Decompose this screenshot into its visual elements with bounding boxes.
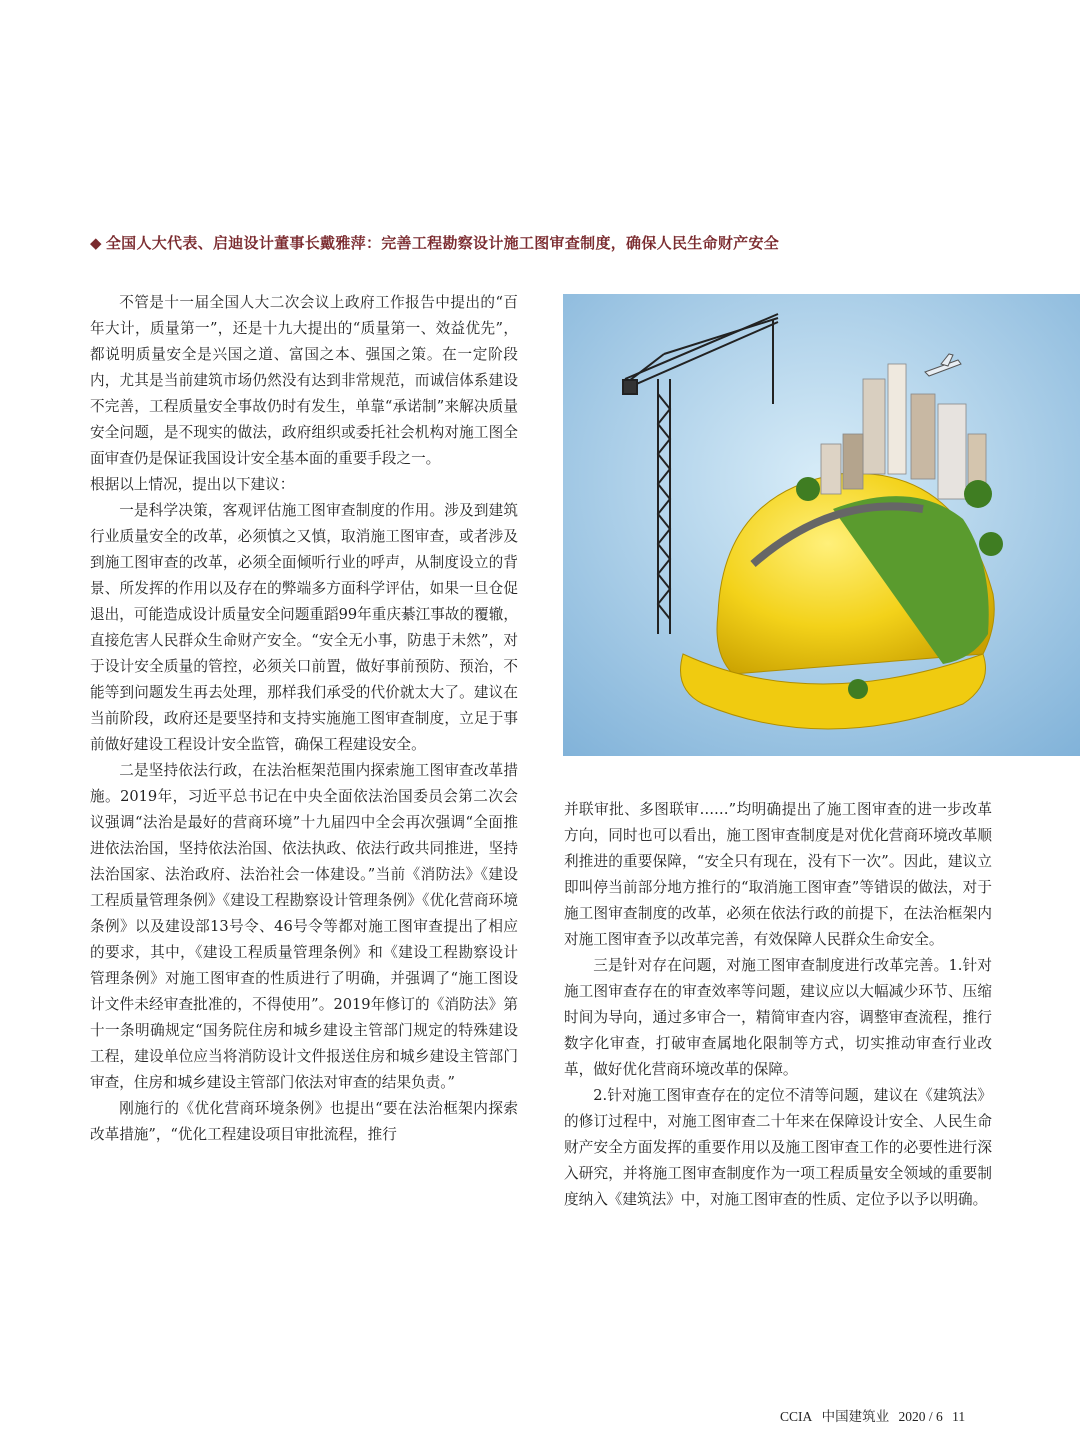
page-footer — [780, 1405, 971, 1425]
paragraph: 根据以上情况，提出以下建议： — [90, 476, 295, 493]
headline-text: 全国人大代表、启迪设计董事长戴雅萍：完善工程勘察设计施工图审查制度，确保人民生命财产安全 — [105, 234, 780, 252]
paragraph: 二是坚持依法行政，在法治框架范围内探索施工图审查改革措施。2019年，习近平总书记在中央全面依法治国委员会第二次会议强调“法治是最好的营商环境”十九届四中全会再次强调“全面推进依法治国，坚持依法治国、依法执政、依法行政共同推进，坚持法治国家、法治政府、法治社会一体建设。”当前《消防法》《建设工程质量管理条例》《建设工程勘察设计管理条例》《优化营商环境条例》以及建设部13号令、46号令等都对施工图审查提出了相应的要求，其中，《建设工程质量管理条例》和《建设工程勘察设计管理条例》对施工图审查的性质进行了明确，并强调了“施工图设计文件未经审查批准的，不得使用”。2019年修订的《消防法》第十一条明确规定“国务院住房和城乡建设主管部门规定的特殊建设工程，建设单位应当将消防设计文件报送住房和城乡建设主管部门审查，住房和城乡建设主管部门依法对审查的结果负责。” — [90, 762, 518, 1091]
footer-issue: 2020 / 6 — [898, 1409, 943, 1424]
footer-brand: CCIA — [780, 1409, 813, 1424]
article-headline — [90, 232, 1030, 253]
left-text-column — [90, 290, 518, 1148]
helmet-city-illustration — [563, 294, 1080, 756]
paragraph: 刚施行的《优化营商环境条例》也提出“要在法治框架内探索改革措施”，“优化工程建设项目审批流程，推行 — [90, 1100, 518, 1143]
paragraph: 不管是十一届全国人大二次会议上政府工作报告中提出的“百年大计，质量第一”，还是十九大提出的“质量第一、效益优先”，都说明质量安全是兴国之道、富国之本、强国之策。在一定阶段内，尤其是当前建筑市场仍然没有达到非常规范，而诚信体系建设不完善，工程质量安全事故仍时有发生，单靠“承诺制”来解决质量安全问题，是不现实的做法，政府组织或委托社会机构对施工图全面审查仍是保证我国设计安全基本面的重要手段之一。 — [90, 294, 518, 467]
paragraph: 2.针对施工图审查存在的定位不清等问题，建议在《建筑法》的修订过程中，对施工图审查二十年来在保障设计安全、人民生命财产安全方面发挥的重要作用以及施工图审查工作的必要性进行深入研究，并将施工图审查制度作为一项工程质量安全领域的重要制度纳入《建筑法》中，对施工图审查的性质、定位予以予以明确。 — [564, 1087, 992, 1208]
paragraph: 一是科学决策，客观评估施工图审查制度的作用。涉及到建筑行业质量安全的改革，必须慎之又慎，取消施工图审查，或者涉及到施工图审查的改革，必须全面倾听行业的呼声，从制度设立的背景、所发挥的作用以及存在的弊端多方面科学评估，如果一旦仓促退出，可能造成设计质量安全问题重蹈99年重庆綦江事故的覆辙，直接危害人民群众生命财产安全。“安全无小事，防患于未然”，对于设计安全质量的管控，必须关口前置，做好事前预防、预治，不能等到问题发生再去处理，那样我们承受的代价就太大了。建议在当前阶段，政府还是要坚持和支持实施施工图审查制度，立足于事前做好建设工程设计安全监管，确保工程建设安全。 — [90, 502, 518, 753]
paragraph: 三是针对存在问题，对施工图审查制度进行改革完善。1.针对施工图审查存在的审查效率等问题，建议应以大幅减少环节、压缩时间为导向，通过多审合一，精简审查内容，调整审查流程，推行数字化审查，打破审查属地化限制等方式，切实推动审查行业改革，做好优化营商环境改革的保障。 — [564, 957, 992, 1078]
diamond-bullet-icon: ◆ — [90, 234, 102, 252]
footer-magazine: 中国建筑业 — [821, 1409, 890, 1424]
page-number: 11 — [952, 1409, 966, 1424]
paragraph: 并联审批、多图联审……”均明确提出了施工图审查的进一步改革方向，同时也可以看出，施工图审查制度是对优化营商环境改革顺利推进的重要保障，“安全只有现在，没有下一次”。因此，建议立即叫停当前部分地方推行的“取消施工图审查”等错误的做法，对于施工图审查制度的改革，必须在依法行政的前提下，在法治框架内对施工图审查予以改革完善，有效保障人民群众生命安全。 — [564, 801, 992, 948]
right-text-column — [564, 797, 992, 1213]
